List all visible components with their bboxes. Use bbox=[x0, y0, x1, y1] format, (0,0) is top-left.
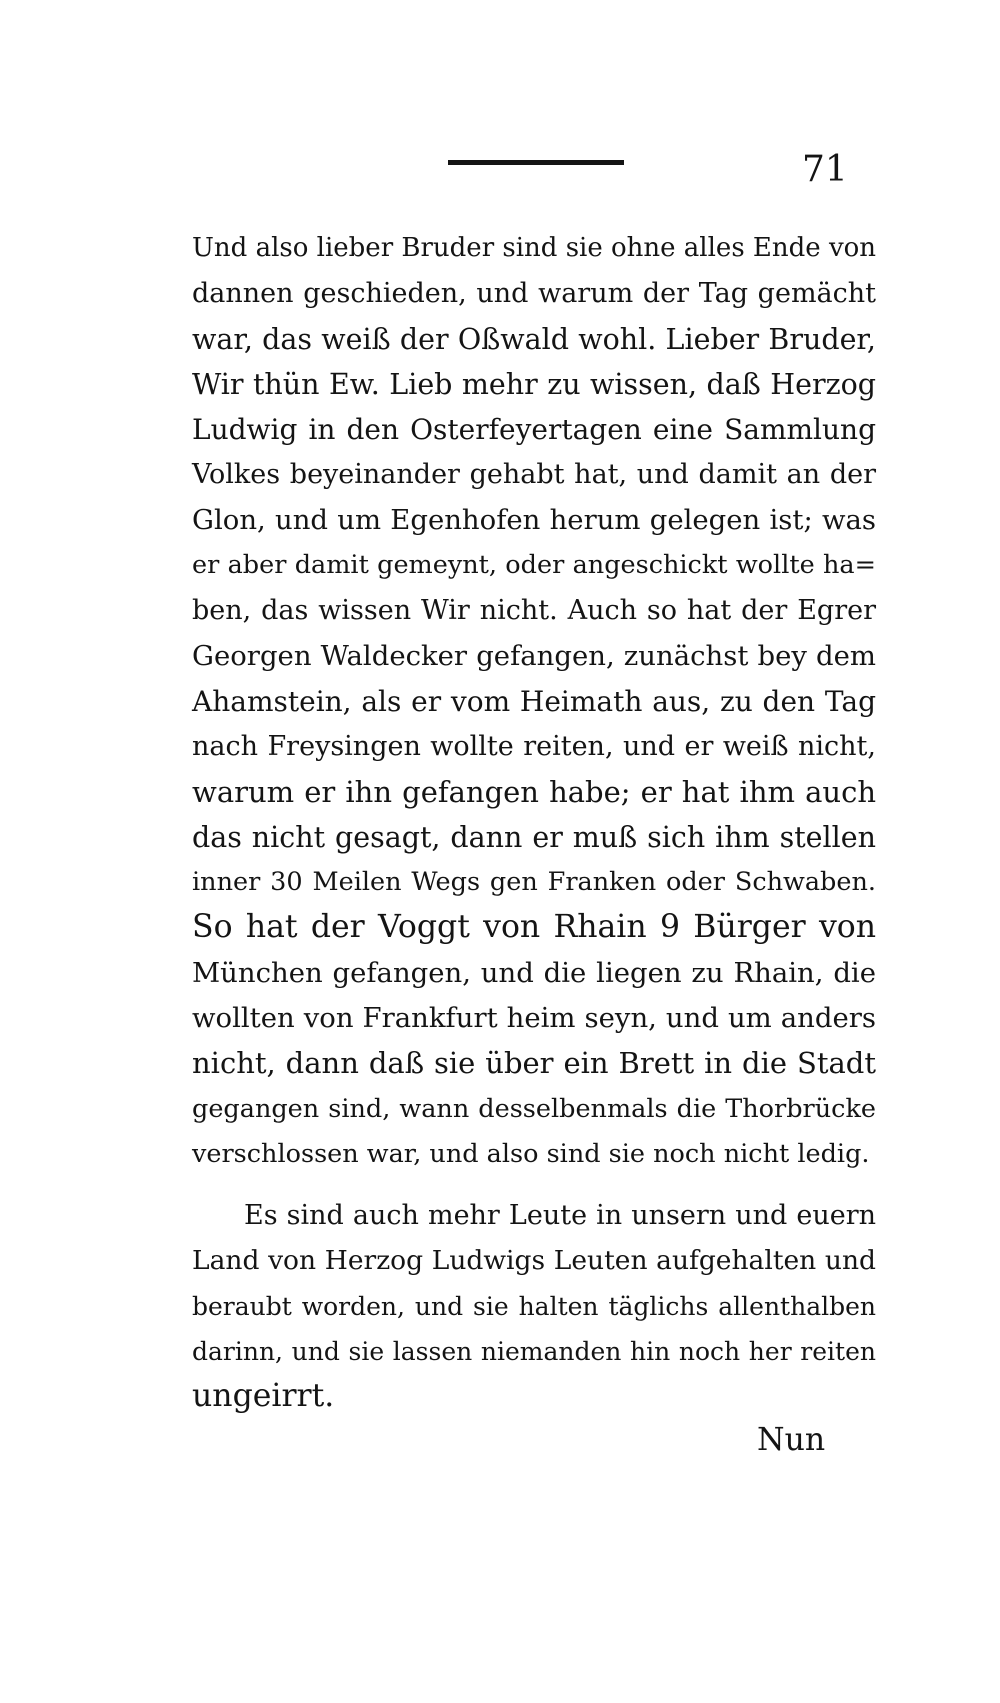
text-line: Ludwig in den Osterfeyertagen eine Sammlung bbox=[192, 413, 876, 447]
text-line: beraubt worden, und sie halten täglichs allenthalben bbox=[192, 1291, 876, 1321]
text-line: Volkes beyeinander gehabt hat, und damit an der bbox=[192, 459, 876, 491]
paragraph-2 bbox=[192, 1193, 876, 1419]
text-line: ungeirrt. bbox=[192, 1378, 335, 1415]
text-line: Es sind auch mehr Leute in unsern und euern bbox=[244, 1200, 876, 1231]
text-line: dannen geschieden, und warum der Tag gemächt bbox=[192, 278, 876, 310]
text-line: verschlossen war, und also sind sie noch nicht ledig. bbox=[192, 1138, 870, 1169]
catchword: Nun bbox=[757, 1422, 826, 1458]
text-line: Georgen Waldecker gefangen, zunächst bey dem bbox=[192, 639, 876, 672]
text-line: er aber damit gemeynt, oder angeschickt wollte ha= bbox=[192, 550, 876, 581]
text-line: gegangen sind, wann desselbenmals die Thorbrücke bbox=[192, 1093, 876, 1124]
text-line: warum er ihn gefangen habe; er hat ihm auch bbox=[192, 774, 876, 809]
text-line: So hat der Voggt von Rhain 9 Bürger von bbox=[192, 909, 876, 946]
text-line: Ahamstein, als er vom Heimath aus, zu den Tag bbox=[192, 684, 876, 718]
text-line: Land von Herzog Ludwigs Leuten aufgehalten und bbox=[192, 1245, 876, 1277]
page-number: 71 bbox=[802, 149, 848, 190]
text-line: das nicht gesagt, dann er muß sich ihm stellen bbox=[192, 820, 876, 854]
paragraph-1 bbox=[192, 226, 876, 1177]
text-line: Glon, und um Egenhofen herum gelegen ist; was bbox=[192, 503, 876, 536]
text-line: wollten von Frankfurt heim seyn, und um anders bbox=[192, 1002, 876, 1035]
text-line: Und also lieber Bruder sind sie ohne alles Ende von bbox=[192, 233, 877, 263]
text-line: ben, das wissen Wir nicht. Auch so hat der Egrer bbox=[192, 595, 876, 627]
text-line: München gefangen, und die liegen zu Rhain, die bbox=[192, 956, 876, 989]
text-line: inner 30 Meilen Wegs gen Franken oder Schwaben. bbox=[192, 867, 876, 898]
text-line: nach Freysingen wollte reiten, und er weiß nicht, bbox=[192, 731, 876, 763]
text-line: nicht, dann daß sie über ein Brett in die Stadt bbox=[192, 1046, 876, 1081]
text-line: Wir thün Ew. Lieb mehr zu wissen, daß Herzog bbox=[192, 367, 876, 401]
text-line: war, das weiß der Oßwald wohl. Lieber Bruder, bbox=[192, 322, 876, 356]
header-rule bbox=[448, 160, 624, 165]
text-line: darinn, und sie lassen niemanden hin noch her reiten bbox=[192, 1336, 876, 1366]
